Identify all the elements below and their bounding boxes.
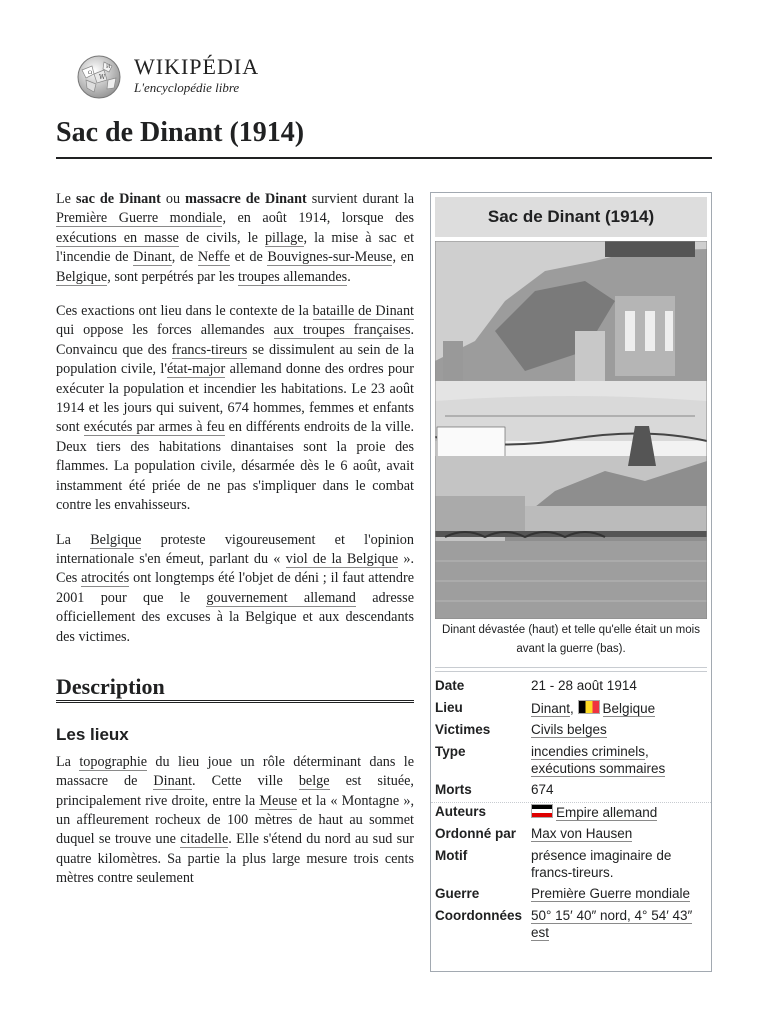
german-empire-flag-icon — [531, 804, 553, 818]
link-gouvernement-allemand[interactable]: gouvernement allemand — [206, 589, 356, 606]
infobox-title: Sac de Dinant (1914) — [435, 197, 707, 237]
intro-paragraph: La Belgique proteste vigoureusement et l'opinion internationale s'en émeut, parlant du « viol de la Belgique ». Ces atrocités ont longtemps été l'objet de déni ; il faut attendre 2001 pour que le gouvernement allemand adresse officiellement des excuses à la Belgique et aux descendants des victimes. — [56, 531, 414, 645]
link-francs-tireurs[interactable]: francs-tireurs — [171, 341, 248, 358]
belgium-flag-icon — [578, 700, 600, 714]
infobox-value — [531, 886, 706, 903]
link-executions-sommaires[interactable]: exécutions sommaires — [531, 760, 666, 776]
infobox-value: présence imaginaire de francs-tireurs. — [531, 848, 672, 880]
link-dinant[interactable]: Dinant — [531, 701, 571, 716]
title-divider — [56, 157, 712, 159]
infobox-value: Dinant, Belgique — [531, 701, 656, 716]
infobox-row-victimes — [431, 722, 711, 744]
link-pillage[interactable]: pillage — [264, 229, 304, 246]
link-premiere-guerre-mondiale[interactable]: Première Guerre mondiale — [56, 210, 223, 227]
link-max-von-hausen[interactable]: Max von Hausen — [531, 826, 633, 841]
infobox-caption: Dinant dévastée (haut) et telle qu'elle était un mois avant la guerre (bas). — [442, 624, 700, 655]
link-troupes-allemandes[interactable]: troupes allemandes — [238, 268, 348, 285]
infobox-label: Type — [435, 744, 466, 759]
bold-term: sac de Dinant — [75, 191, 161, 207]
svg-text:W: W — [99, 74, 106, 81]
link-topographie[interactable]: topographie — [79, 753, 148, 770]
infobox-label: Coordonnées — [435, 908, 523, 923]
infobox-value — [531, 826, 706, 843]
infobox-label: Ordonné par — [435, 826, 517, 841]
link-bataille-de-dinant[interactable]: bataille de Dinant — [312, 303, 414, 320]
link-neffe[interactable]: Neffe — [197, 249, 230, 266]
infobox-row-coordonnees — [431, 908, 711, 948]
link-executions-en-masse[interactable]: exécutions en masse — [56, 229, 179, 246]
infobox-value — [531, 908, 706, 941]
link-incendies-criminels[interactable]: incendies criminels — [531, 744, 646, 759]
link-dinant[interactable]: Dinant — [133, 249, 172, 266]
infobox — [430, 192, 712, 972]
infobox-label: Lieu — [435, 700, 463, 715]
wikipedia-logo[interactable] — [74, 52, 274, 102]
intro-paragraph: Ces exactions ont lieu dans le contexte de la bataille de Dinant qui oppose les forces allemandes aux troupes françaises. Convaincu que des francs-tireurs se dissimulent au sein de la population civile, l'état-major allemand donne des ordres pour exécuter la population et incendier les habitations. Le 23 août 1914 et les jours qui suivent, 674 hommes, femmes et enfants sont exécutés par armes à feu en différents endroits de la ville. Deux tiers des habitations dinantaises sont la proie des flammes. La population civile, désarmée dès le 6 août, avait instamment été priée de ne pas s'impliquer dans le combat contre les envahisseurs. — [56, 303, 415, 514]
link-civils-belges[interactable]: Civils belges — [531, 722, 607, 737]
page-title: Sac de Dinant (1914) — [56, 117, 305, 148]
link-belge[interactable]: belge — [298, 773, 330, 790]
link-citadelle[interactable]: citadelle — [180, 831, 229, 848]
link-belgique[interactable]: Belgique — [56, 268, 108, 285]
infobox-label: Morts — [435, 782, 472, 797]
infobox-label: Guerre — [435, 886, 480, 901]
infobox-label: Victimes — [435, 722, 491, 737]
link-viol-de-la-belgique[interactable]: viol de la Belgique — [285, 550, 399, 567]
infobox-image[interactable] — [435, 241, 707, 619]
infobox-value: 21 - 28 août 1914 — [531, 678, 637, 693]
bold-term: massacre de Dinant — [185, 191, 307, 207]
intro-paragraph: Le sac de Dinant ou massacre de Dinant survient durant la Première Guerre mondiale, en août 1914, lorsque des exécutions en masse de civils, le pillage, la mise à sac et l'incendie de Dinant, de Neffe et de Bouvignes-sur-Meuse, en Belgique, sont perpétrés par les troupes allemandes. — [56, 191, 415, 285]
subsection-heading-les-lieux: Les lieux — [56, 725, 129, 745]
infobox-row-guerre — [431, 886, 711, 908]
infobox-row-lieu — [431, 700, 711, 722]
link-belgique[interactable]: Belgique — [90, 531, 142, 548]
infobox-label: Date — [435, 678, 465, 693]
link-aux-troupes-francaises[interactable]: aux troupes françaises — [273, 322, 411, 339]
infobox-value: 674 — [531, 782, 554, 797]
infobox-row-date — [431, 678, 711, 700]
link-dinant[interactable]: Dinant — [153, 773, 193, 790]
infobox-value — [531, 804, 706, 822]
infobox-dotted-divider — [431, 802, 711, 803]
infobox-label: Motif — [435, 848, 468, 863]
link-empire-allemand[interactable]: Empire allemand — [556, 805, 658, 820]
svg-text:Ω: Ω — [88, 70, 93, 76]
infobox-row-type — [431, 744, 711, 782]
link-etat-major[interactable]: état-major — [166, 361, 226, 378]
link-meuse[interactable]: Meuse — [259, 792, 298, 809]
infobox-value: incendies criminels, exécutions sommaires — [531, 744, 666, 776]
infobox-separator — [435, 667, 707, 672]
wordmark: WIKIPÉDIA — [134, 54, 260, 79]
infobox-value — [531, 722, 706, 739]
globe-icon — [74, 52, 124, 100]
link-50-15-40-nord-4-54-43-est[interactable]: 50° 15′ 40″ nord, 4° 54′ 43″ est — [531, 908, 693, 940]
link-belgique[interactable]: Belgique — [602, 701, 656, 716]
link-bouvignes-sur-meuse[interactable]: Bouvignes-sur-Meuse — [267, 249, 393, 266]
infobox-row-ordonne-par — [431, 826, 711, 848]
link-premiere-guerre-mondiale[interactable]: Première Guerre mondiale — [531, 886, 691, 901]
infobox-row-motif — [431, 848, 711, 886]
article-body — [56, 190, 414, 904]
link-atrocites[interactable]: atrocités — [81, 570, 130, 587]
infobox-row-morts — [431, 782, 711, 804]
infobox-label: Auteurs — [435, 804, 487, 819]
infobox-row-auteurs — [431, 804, 711, 826]
lieux-paragraph: La topographie du lieu joue un rôle déterminant dans le massacre de Dinant. Cette ville belge est située, principalement rive droite, entre la Meuse et la « Montagne », un affleurement rocheux de 100 mètres de haut au sommet duquel se trouve une citadelle. Elle s'étend du nord au sud sur quatre kilomètres. Sa partie la plus large mesure trois cents mètres contre seulement — [56, 753, 414, 887]
tagline: L'encyclopédie libre — [134, 80, 240, 95]
section-heading-description: Description — [56, 677, 414, 703]
svg-text:И: И — [106, 64, 111, 70]
link-executes-par-armes-a-feu[interactable]: exécutés par armes à feu — [83, 419, 225, 436]
